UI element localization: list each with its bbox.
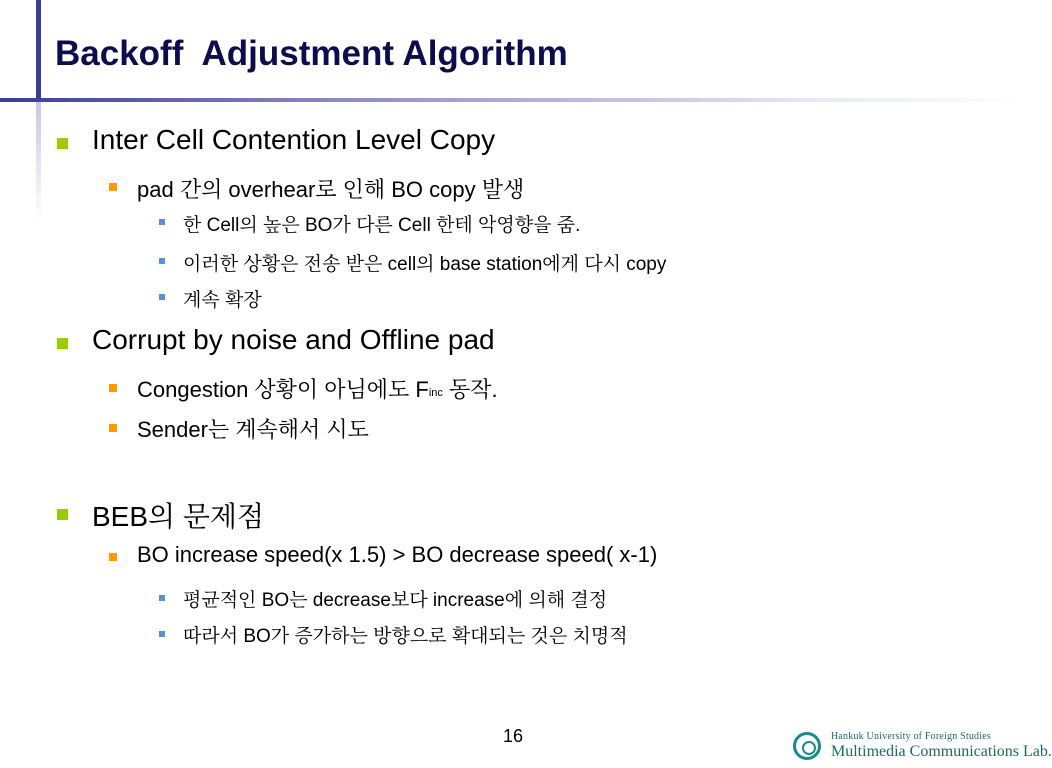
bullet-item-level3: 한 Cell의 높은 BO가 다른 Cell 한테 악영향을 줌. [183, 215, 581, 236]
bullet-level1-icon [57, 338, 68, 349]
bullet-item-level3: 평균적인 BO는 decrease보다 increase에 의해 결정 [183, 590, 608, 611]
bullet-level3-icon [159, 258, 165, 264]
bullet-level2-icon [109, 384, 117, 392]
page-number: 16 [503, 726, 524, 746]
congestion-text-before: Congestion 상황이 아님에도 F [137, 377, 429, 402]
bullet-level2-icon [109, 553, 117, 561]
logo-university-name: Hankuk University of Foreign Studies [831, 731, 991, 742]
lab-logo [793, 730, 1052, 766]
bullet-level3-icon [159, 294, 165, 300]
bullet-item-level3: 따라서 BO가 증가하는 방향으로 확대되는 것은 치명적 [183, 626, 628, 647]
slide-title: Backoff Adjustment Algorithm [55, 34, 568, 73]
bullet-level1-icon [57, 138, 68, 149]
bullet-item-level2: pad 간의 overhear로 인해 BO copy 발생 [137, 177, 525, 202]
bullet-item-level1: Corrupt by noise and Offline pad [92, 324, 495, 355]
bullet-item-level3: 계속 확장 [183, 290, 262, 311]
bullet-level3-icon [159, 595, 165, 601]
bullet-item-level2 [137, 373, 498, 404]
bullet-item-level2: Sender는 계속해서 시도 [137, 417, 369, 442]
bullet-item-level1: Inter Cell Contention Level Copy [92, 124, 496, 155]
bullet-item-level1: BEB의 문제점 [92, 501, 264, 532]
bullet-level3-icon [159, 631, 165, 637]
lab-emblem-icon [793, 732, 821, 760]
congestion-text-after: 동작. [442, 377, 498, 402]
subscript-inc: inc [428, 387, 443, 399]
bullet-level2-icon [109, 183, 117, 191]
bullet-level1-icon [57, 509, 68, 520]
bullet-level3-icon [159, 219, 165, 225]
logo-lab-name: Multimedia Communications Lab. [831, 743, 1052, 760]
bullet-item-level3: 이러한 상황은 전송 받은 cell의 base station에게 다시 copy [183, 254, 667, 275]
lab-emblem-inner [802, 741, 816, 755]
bullet-level2-icon [109, 424, 117, 432]
bullet-item-level2: BO increase speed(x 1.5) > BO decrease speed( x-1) [137, 542, 658, 567]
